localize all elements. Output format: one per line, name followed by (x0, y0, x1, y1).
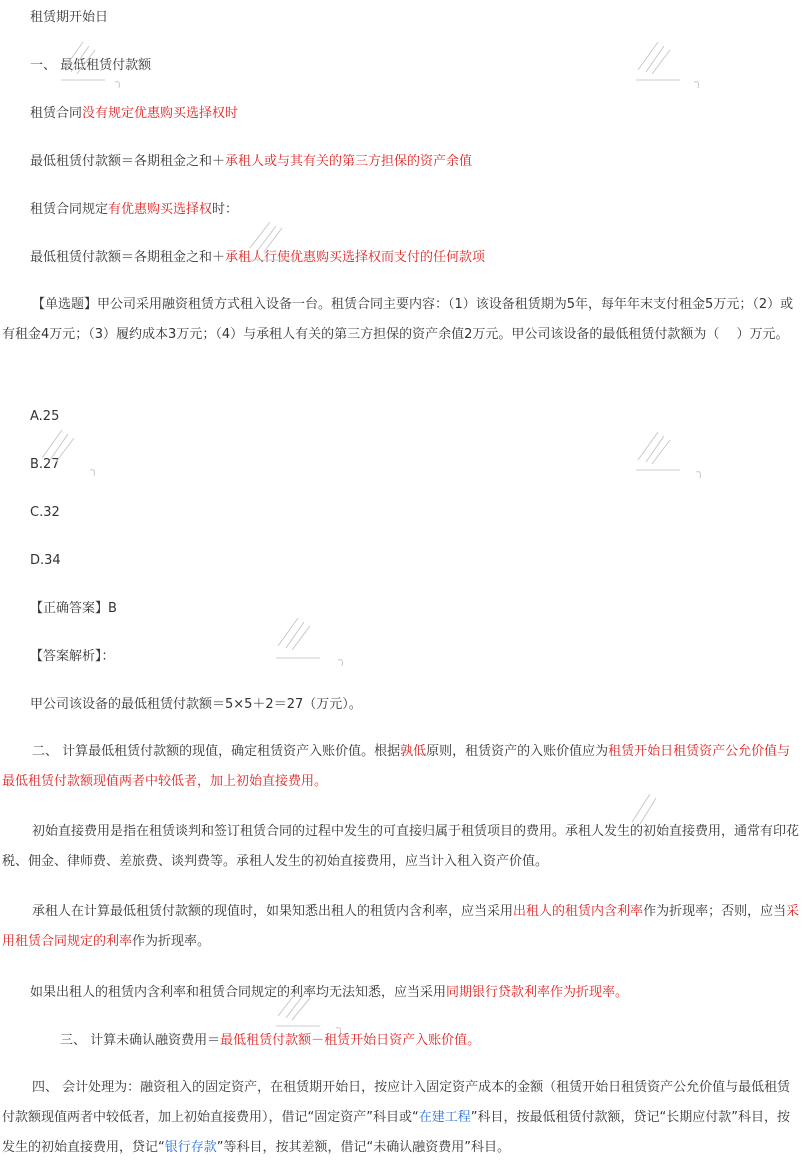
formula-no-option: 最低租赁付款额＝各期租金之和＋承租人或与其有关的第三方担保的资产余值 (30, 154, 473, 169)
question-text: 甲公司采用融资租赁方式租入设备一台。租赁合同主要内容：（1）该设备租赁期为5年，每年年末支付租金5万元；（2）或有租金4万元；（3）履约成本3万元；（4）与承租人有关的第三方担保的资产余值2万元。甲公司该设备的最低租赁付款额为（ ）万元。 (2, 297, 794, 342)
heading-lease-start: 租赁期开始日 (30, 10, 109, 25)
paragraph-present-value: 二、 计算最低租赁付款额的现值，确定租赁资产入账价值。根据孰低原则，租赁资产的入账价值应为租赁开始日租赁资产公允价值与最低租赁付款额现值两者中较低者，加上初始直接费用。 (2, 744, 791, 789)
answer-analysis-text: 甲公司该设备的最低租赁付款额＝5×5＋2＝27（万元）。 (30, 697, 362, 712)
line-with-option: 租赁合同规定有优惠购买选择权时： (30, 202, 239, 217)
paragraph-accounting: 四、 会计处理为：融资租入的固定资产，在租赁期开始日，按应计入固定资产成本的金额（租赁开始日租赁资产公允价值与最低租赁付款额现值两者中较低者，加上初始直接费用），借记“固定资产”科目或“在建工程”科目，按最低租赁付款额，贷记“长期应付款”科目，按发生的初始直接费用，贷记“银行存款”等科目，按其差额，借记“未确认融资费用”科目。 (2, 1080, 791, 1155)
formula-with-option: 最低租赁付款额＝各期租金之和＋承租人行使优惠购买选择权而支付的任何款项 (30, 250, 486, 265)
watermark-icon (270, 612, 380, 672)
line-no-option: 租赁合同没有规定优惠购买选择权时 (30, 106, 239, 121)
paragraph-direct-costs: 初始直接费用是指在租赁谈判和签订租赁合同的过程中发生的可直接归属于租赁项目的费用。承租人发生的初始直接费用，通常有印花税、佣金、律师费、差旅费、谈判费等。承租人发生的初始直接费用，应当计入租入资产价值。 (2, 824, 800, 869)
watermark-icon (630, 36, 740, 96)
heading-min-lease-payments: 一、 最低租赁付款额 (30, 58, 152, 73)
option-c: C.32 (30, 505, 60, 520)
paragraph-unrecognized-finance: 三、 计算未确认融资费用＝最低租赁付款额－租赁开始日资产入账价值。 (60, 1033, 481, 1048)
correct-answer: 【正确答案】B (30, 601, 117, 616)
question-block (2, 290, 802, 350)
answer-analysis-label: 【答案解析】： (30, 649, 115, 664)
paragraph-bank-rate: 如果出租人的租赁内含利率和租赁合同规定的利率均无法知悉，应当采用同期银行贷款利率作为折现率。 (30, 985, 629, 1000)
option-b: B.27 (30, 457, 60, 472)
question-type: 【单选题】 (32, 297, 98, 312)
option-a: A.25 (30, 409, 60, 424)
watermark-icon (630, 426, 740, 486)
paragraph-discount-rate: 承租人在计算最低租赁付款额的现值时，如果知悉出租人的租赁内含利率，应当采用出租人的租赁内含利率作为折现率；否则，应当采用租赁合同规定的利率作为折现率。 (2, 904, 800, 949)
option-d: D.34 (30, 553, 61, 568)
